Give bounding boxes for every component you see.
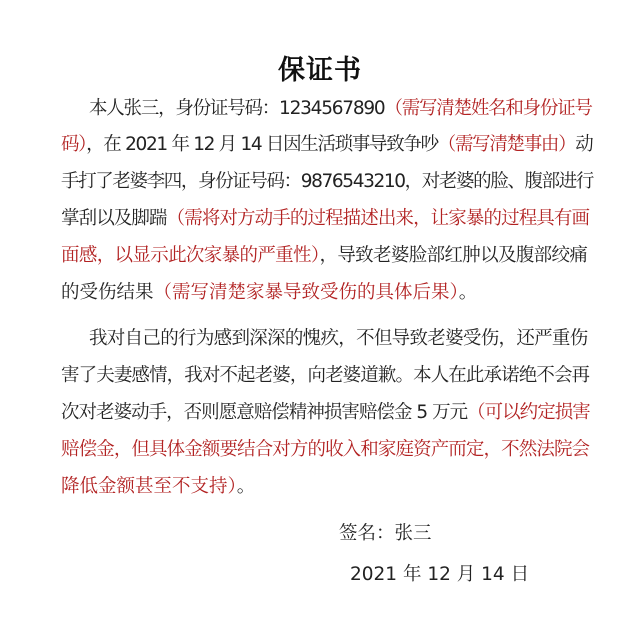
annotation-text: 降低金额甚至不支持）: [61, 476, 237, 497]
body-line: [61, 475, 255, 499]
body-line: [61, 438, 589, 462]
body-text: 害了夫妻感情，我对不起老婆，向老婆道歉。本人在此承诺绝不会再: [61, 365, 590, 386]
annotation-text: 面感，以显示此次家暴的严重性）: [61, 245, 320, 266]
body-text: ，导致老婆脸部红肿以及腹部绞痛: [319, 245, 588, 266]
body-text: 。: [236, 476, 256, 497]
annotation-text: （需写清楚事由）: [437, 134, 576, 155]
body-text: 动: [575, 134, 593, 155]
body-line: [61, 133, 592, 157]
body-text: 掌刮以及脚踹: [61, 208, 167, 229]
annotation-text: 赔偿金，但具体金额要结合对方的收入和家庭资产而定，不然法院会: [61, 439, 590, 460]
annotation-text: 码）: [61, 134, 87, 155]
body-text: 次对老婆动手，否则愿意赔偿精神损害赔偿金 5 万元: [61, 402, 468, 423]
body-line: [61, 364, 589, 388]
body-line: [61, 170, 593, 194]
annotation-text: （需写清楚家暴导致受伤的具体后果）: [153, 282, 459, 303]
body-text: 的受伤结果: [61, 282, 154, 303]
body-text: 手打了老婆李四，身份证号码：9876543210，对老婆的脸、腹部进行: [61, 171, 594, 192]
body-line: [89, 97, 592, 121]
body-text: 我对自己的行为感到深深的愧疚，不但导致老婆受伤，还严重伤: [89, 328, 588, 349]
body-text: ，在 2021 年 12 月 14 日因生活琐事导致争吵: [86, 134, 438, 155]
body-line: [61, 207, 589, 231]
annotation-text: （可以约定损害: [467, 402, 590, 423]
body-text: 。: [458, 282, 478, 303]
body-line: [61, 401, 590, 425]
date-line: 2021 年 12 月 14 日: [350, 564, 530, 585]
body-line: [61, 244, 587, 268]
annotation-text: （需写清楚姓名和身份证号: [384, 98, 592, 119]
document-title: 保证书: [278, 55, 362, 86]
body-line: [89, 327, 588, 351]
body-line: [61, 281, 477, 305]
body-text: 本人张三，身份证号码：1234567890: [89, 98, 385, 119]
annotation-text: （需将对方动手的过程描述出来，让家暴的过程具有画: [166, 208, 590, 229]
signature-line: 签名：张三: [339, 523, 432, 544]
